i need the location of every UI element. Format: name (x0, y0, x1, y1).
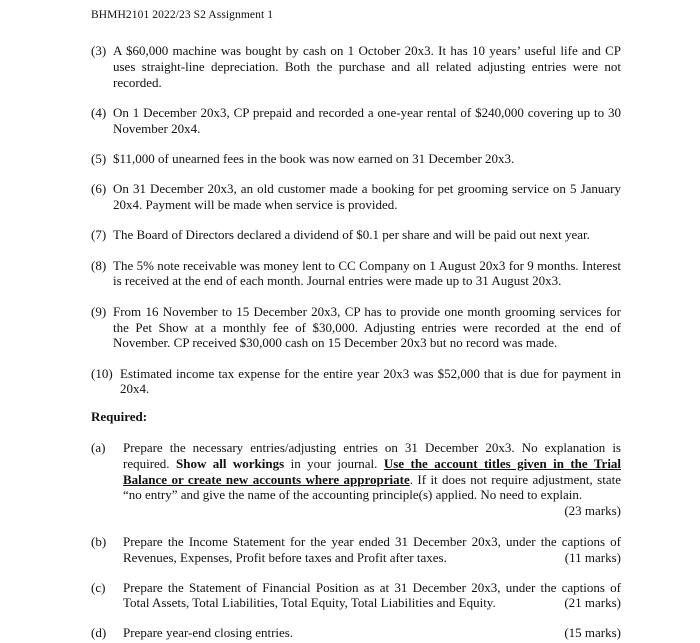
item-text: $11,000 of unearned fees in the book was now earned on 31 December 20x3. (113, 150, 515, 166)
item-text: On 31 December 20x3, an old customer made a booking for pet grooming service on 5 January 20x4. Payment will be made when service is provided. (113, 181, 621, 213)
list-item (91, 151, 621, 167)
item-text: Estimated income tax expense for the entire year 20x3 was $52,000 that is due for payment in 20x4. (120, 365, 621, 397)
requirements-list (91, 440, 621, 641)
item-number: (6) (91, 181, 107, 197)
requirement-b (91, 534, 621, 566)
requirement-marks: (23 marks) (564, 503, 621, 519)
item-text: On 1 December 20x3, CP prepaid and recorded a one-year rental of $240,000 covering up to 30 November 20x4. (113, 104, 621, 136)
item-number: (10) (91, 365, 113, 381)
requirement-c (91, 580, 621, 612)
requirement-emphasis: Show all workings (175, 455, 285, 471)
list-item (91, 105, 621, 137)
item-text: From 16 November to 15 December 20x3, CP has to provide one month grooming services for the Pet Show at a monthly fee of $30,000. Adjusting entries were recorded at the end of November. CP received $30,000 cash on 15 December 20x3 but no record was made. (113, 303, 621, 351)
requirement-letter: (b) (91, 533, 107, 549)
item-text: A $60,000 machine was bought by cash on 1 October 20x3. It has 10 years’ useful life and CP uses straight-line depreciation. Both the purchase and all related adjusting entries were not recorded. (113, 43, 621, 90)
requirement-underlined: Use the account titles given in the Trial Balance or create new accounts where appropriate (123, 455, 622, 487)
requirement-marks: (15 marks) (564, 625, 621, 641)
list-item (91, 366, 621, 398)
requirement-letter: (d) (91, 625, 107, 641)
item-text: The 5% note receivable was money lent to CC Company on 1 August 20x3 for 9 months. Interest is received at the end of each month. Journal entries were made up to 31 August 20x3. (113, 257, 621, 289)
requirement-text: Prepare the necessary entries/adjusting entries on 31 December 20x3. No explanation is required. (123, 440, 621, 471)
requirement-text: Prepare the Statement of Financial Position as at 31 December 20x3, under the captions of Total Assets, Total Liabilities, Total Equity, Total Liabilities and Equity. (123, 579, 621, 611)
item-number: (3) (91, 43, 107, 58)
requirement-marks: (11 marks) (564, 549, 621, 565)
requirement-d (91, 625, 621, 641)
requirement-text: Prepare year-end closing entries. (123, 625, 294, 641)
item-text: The Board of Directors declared a dividend of $0.1 per share and will be paid out next year. (113, 227, 590, 243)
list-item (91, 258, 621, 290)
list-item (91, 43, 621, 90)
item-number: (4) (91, 104, 107, 120)
required-heading: Required: (91, 409, 148, 424)
item-number: (5) (91, 150, 107, 166)
requirement-text: in your journal. (290, 455, 378, 471)
list-item (91, 304, 621, 351)
question-items (91, 43, 621, 412)
item-number: (9) (91, 303, 107, 319)
requirement-letter: (c) (91, 579, 106, 595)
page-header: BHMH2101 2022/23 S2 Assignment 1 (91, 9, 274, 21)
requirement-a (91, 440, 621, 519)
requirement-marks: (21 marks) (564, 595, 621, 611)
item-number: (7) (91, 227, 107, 243)
requirement-letter: (a) (91, 440, 106, 455)
item-number: (8) (91, 257, 107, 273)
requirement-text: Prepare the Income Statement for the year ended 31 December 20x3, under the captions of Revenues, Expenses, Profit before taxes and Profit after taxes. (123, 533, 621, 565)
list-item (91, 181, 621, 213)
list-item (91, 227, 621, 243)
requirement-text: . If it does not require adjustment, state “no entry” and give the name of the accounting principle(s) applied. No need to explain. (123, 471, 621, 503)
